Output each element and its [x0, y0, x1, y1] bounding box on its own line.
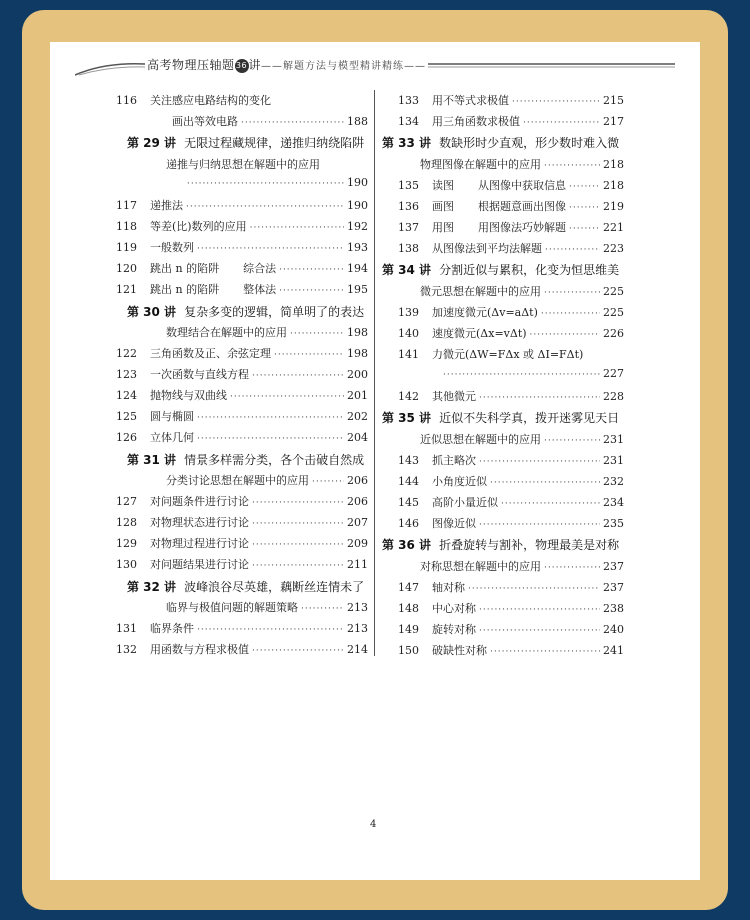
entry-title: 破缺性对称 [432, 644, 487, 657]
header-suffix: 讲 [248, 58, 262, 72]
entry-page: 195 [347, 283, 368, 296]
entry-page: 218 [603, 158, 624, 171]
toc-entry[interactable] [116, 493, 368, 509]
toc-entry[interactable] [116, 197, 368, 213]
toc-entry[interactable] [116, 281, 368, 297]
toc-entry[interactable] [116, 239, 368, 255]
subtitle-text: 近似思想在解题中的应用 [420, 433, 541, 446]
chapter-heading[interactable] [127, 451, 364, 468]
entry-page: 201 [347, 389, 368, 402]
entry-page: 202 [347, 410, 368, 423]
entry-number: 132 [116, 643, 137, 656]
toc-entry[interactable] [116, 514, 368, 530]
entry-number: 126 [116, 431, 137, 444]
entry-page: 190 [347, 199, 368, 212]
chapter-heading[interactable] [382, 261, 619, 278]
leader-dots [443, 370, 600, 380]
chapter-subtitle [166, 599, 368, 615]
entry-number: 130 [116, 558, 137, 571]
entry-title: 等差(比)数列的应用 [150, 220, 247, 233]
entry-title: 用函数与方程求极值 [150, 643, 249, 656]
toc-entry[interactable] [116, 641, 368, 657]
entry-title: 高阶小量近似 [432, 496, 498, 509]
entry-number: 143 [398, 454, 419, 467]
entry-page: 226 [603, 327, 624, 340]
subtitle-text: 微元思想在解题中的应用 [420, 285, 541, 298]
entry-page: 234 [603, 496, 624, 509]
entry-title: 递推法 [150, 199, 183, 212]
entry-number: 133 [398, 94, 419, 107]
chapter-title: 分割近似与累积，化变为恒思维美 [439, 263, 620, 277]
leader-dots [274, 350, 344, 360]
leader-dots [252, 646, 344, 656]
subtitle-text: 对称思想在解题中的应用 [420, 560, 541, 573]
entry-title: 对问题结果进行讨论 [150, 558, 249, 571]
entry-number: 119 [116, 241, 137, 254]
header-title-text: 高考物理压轴题 [147, 58, 235, 72]
leader-dots [569, 182, 600, 192]
toc-entry[interactable] [398, 452, 624, 468]
leader-dots [279, 265, 344, 275]
entry-page: 231 [603, 433, 624, 446]
leader-dots [468, 584, 600, 594]
entry-number: 127 [116, 495, 137, 508]
entry-page: 206 [347, 474, 368, 487]
leader-dots [186, 202, 344, 212]
toc-entry[interactable] [398, 219, 624, 235]
entry-number: 117 [116, 199, 137, 212]
entry-method: 根据题意画出图像 [478, 200, 566, 213]
entry-page: 215 [603, 94, 624, 107]
entry-page: 221 [603, 221, 624, 234]
chapter-subtitle [166, 472, 368, 488]
leader-dots [312, 477, 344, 487]
entry-page: 217 [603, 115, 624, 128]
entry-title: 跳出 n 的陷阱 [150, 283, 220, 296]
entry-number: 144 [398, 475, 419, 488]
leader-dots [252, 371, 344, 381]
leader-dots [279, 286, 344, 296]
entry-title: 画出等效电路 [172, 115, 238, 128]
entry-page: 225 [603, 285, 624, 298]
chapter-title: 无限过程藏规律，递推归纳绕陷阱 [184, 136, 365, 150]
toc-entry[interactable] [398, 240, 624, 256]
entry-page: 235 [603, 517, 624, 530]
entry-page: 228 [603, 390, 624, 403]
entry-page: 225 [603, 306, 624, 319]
entry-number: 124 [116, 389, 137, 402]
entry-title: 用不等式求极值 [432, 94, 509, 107]
chapter-subtitle [420, 283, 624, 299]
leader-dots [301, 604, 344, 614]
entry-page: 193 [347, 241, 368, 254]
toc-entry[interactable] [398, 388, 624, 404]
entry-page: 192 [347, 220, 368, 233]
entry-number: 116 [116, 94, 137, 107]
leader-dots [187, 179, 344, 189]
entry-title: 对问题条件进行讨论 [150, 495, 249, 508]
entry-title: 一次函数与直线方程 [150, 368, 249, 381]
entry-method: 综合法 [243, 262, 277, 275]
chapter-heading[interactable] [127, 303, 364, 320]
chapter-subtitle [420, 156, 624, 172]
toc-entry[interactable] [116, 620, 368, 636]
entry-number: 134 [398, 115, 419, 128]
page-number: 4 [370, 819, 377, 830]
leader-dots [545, 245, 600, 255]
entry-number: 118 [116, 220, 137, 233]
toc-entry[interactable] [398, 515, 624, 531]
leader-dots [252, 540, 344, 550]
entry-number: 142 [398, 390, 419, 403]
entry-title: 旋转对称 [432, 623, 476, 636]
toc-entry[interactable] [398, 177, 624, 193]
leader-dots [544, 288, 600, 298]
entry-page: 231 [603, 454, 624, 467]
entry-number: 123 [116, 368, 137, 381]
leader-dots [479, 457, 600, 467]
entry-page: 198 [347, 326, 368, 339]
entry-page: 194 [347, 262, 368, 275]
leader-dots [197, 625, 344, 635]
chapter-subtitle [420, 558, 624, 574]
leader-dots [252, 498, 344, 508]
entry-title: 画图 [432, 200, 454, 213]
entry-page: 190 [347, 176, 368, 189]
entry-page: 207 [347, 516, 368, 529]
entry-number: 128 [116, 516, 137, 529]
toc-entry[interactable] [116, 366, 368, 382]
entry-number: 148 [398, 602, 419, 615]
leader-dots [569, 224, 600, 234]
toc-entry[interactable] [116, 92, 366, 108]
entry-number: 141 [398, 348, 419, 361]
entry-page: 237 [603, 581, 624, 594]
entry-page: 206 [347, 495, 368, 508]
entry-title: 从图像法到平均法解题 [432, 242, 542, 255]
chapter-subtitle [420, 431, 624, 447]
entry-page: 200 [347, 368, 368, 381]
subtitle-text: 物理图像在解题中的应用 [420, 158, 541, 171]
entry-page: 188 [347, 115, 368, 128]
entry-number: 149 [398, 623, 419, 636]
entry-page: 209 [347, 537, 368, 550]
entry-title: 其他微元 [432, 390, 476, 403]
toc-entry[interactable] [398, 473, 624, 489]
chapter-label: 第 31 讲 [127, 453, 177, 467]
toc-entry[interactable] [398, 304, 624, 320]
entry-number: 135 [398, 179, 419, 192]
toc-entry[interactable] [116, 408, 368, 424]
leader-dots [479, 393, 600, 403]
chapter-title: 近似不失科学真，拨开迷雾见天日 [439, 411, 620, 425]
leader-dots [523, 118, 600, 128]
toc-entry[interactable] [116, 260, 368, 276]
chapter-label: 第 30 讲 [127, 305, 177, 319]
entry-title: 临界条件 [150, 622, 194, 635]
chapter-title: 复杂多变的逻辑，简单明了的表达 [184, 305, 365, 319]
toc-entry[interactable] [398, 92, 624, 108]
entry-page: 213 [347, 601, 368, 614]
entry-page: 204 [347, 431, 368, 444]
entry-title: 中心对称 [432, 602, 476, 615]
entry-method: 用图像法巧妙解题 [478, 221, 566, 234]
toc-entry[interactable] [116, 387, 368, 403]
chapter-heading[interactable] [382, 134, 619, 151]
chapter-title: 情景多样需分类，各个击破自然成 [184, 453, 365, 467]
chapter-label: 第 33 讲 [382, 136, 432, 150]
subtitle-text: 临界与极值问题的解题策略 [166, 601, 298, 614]
leader-dots [250, 223, 344, 233]
leader-dots [569, 203, 600, 213]
entry-number: 137 [398, 221, 419, 234]
toc-entry[interactable] [116, 345, 368, 361]
leader-dots [479, 605, 600, 615]
leader-dots [197, 434, 344, 444]
entry-page: 213 [347, 622, 368, 635]
entry-page: 219 [603, 200, 624, 213]
leader-dots [490, 478, 600, 488]
toc-entry-continued[interactable] [440, 367, 624, 380]
entry-page: 232 [603, 475, 624, 488]
entry-page: 237 [603, 560, 624, 573]
leader-dots [501, 499, 600, 509]
leader-dots [544, 436, 600, 446]
leader-dots [544, 161, 600, 171]
running-header [75, 55, 715, 79]
header-subtitle: ——解题方法与模型精讲精练—— [261, 61, 427, 72]
entry-title: 速度微元(Δx=vΔt) [432, 327, 527, 340]
entry-number: 150 [398, 644, 419, 657]
subtitle-text: 数理结合在解题中的应用 [166, 326, 287, 339]
chapter-label: 第 36 讲 [382, 538, 432, 552]
entry-number: 120 [116, 262, 137, 275]
entry-title: 一般数列 [150, 241, 194, 254]
chapter-subtitle [166, 324, 368, 340]
entry-number: 146 [398, 517, 419, 530]
chapter-heading[interactable] [127, 134, 364, 151]
toc-entry[interactable] [116, 429, 368, 445]
leader-dots [479, 520, 600, 530]
entry-title: 力微元(ΔW=FΔx 或 ΔI=FΔt) [432, 348, 584, 361]
entry-title: 对物理过程进行讨论 [150, 537, 249, 550]
leader-dots [241, 118, 344, 128]
entry-page: 238 [603, 602, 624, 615]
toc-entry[interactable] [116, 535, 368, 551]
leader-dots [197, 413, 344, 423]
chapter-label: 第 29 讲 [127, 136, 177, 150]
toc-entry[interactable] [398, 113, 624, 129]
entry-title: 用三角函数求极值 [432, 115, 520, 128]
entry-page: 241 [603, 644, 624, 657]
chapter-page-line [184, 176, 368, 189]
entry-number: 147 [398, 581, 419, 594]
leader-dots [544, 563, 600, 573]
leader-dots [230, 392, 344, 402]
entry-title: 跳出 n 的陷阱 [150, 262, 220, 275]
entry-number: 140 [398, 327, 419, 340]
toc-entry[interactable] [398, 621, 624, 637]
entry-number: 121 [116, 283, 137, 296]
leader-dots [479, 626, 600, 636]
entry-title: 加速度微元(Δv=aΔt) [432, 306, 538, 319]
toc-entry[interactable] [398, 325, 624, 341]
leader-dots [252, 519, 344, 529]
entry-title: 小角度近似 [432, 475, 487, 488]
entry-number: 125 [116, 410, 137, 423]
toc-entry[interactable] [398, 642, 624, 658]
entry-page: 218 [603, 179, 624, 192]
chapter-title: 数缺形时少直观，形少数时难入微 [439, 136, 620, 150]
entry-number: 138 [398, 242, 419, 255]
chapter-label: 第 32 讲 [127, 580, 177, 594]
chapter-subtitle [166, 156, 366, 172]
entry-number: 129 [116, 537, 137, 550]
subtitle-text: 递推与归纳思想在解题中的应用 [166, 158, 320, 171]
header-number-badge: 36 [235, 59, 249, 73]
toc-entry[interactable] [398, 579, 624, 595]
entry-page: 227 [603, 367, 624, 380]
entry-title: 图像近似 [432, 517, 476, 530]
column-divider [374, 90, 375, 656]
chapter-title: 波峰浪谷尽英雄，藕断丝连情未了 [184, 580, 365, 594]
entry-title: 抓主略次 [432, 454, 476, 467]
entry-page: 240 [603, 623, 624, 636]
entry-title: 圆与椭圆 [150, 410, 194, 423]
toc-entry[interactable] [172, 113, 368, 129]
leader-dots [197, 244, 344, 254]
toc-entry[interactable] [398, 198, 624, 214]
toc-entry[interactable] [116, 218, 368, 234]
entry-page: 198 [347, 347, 368, 360]
entry-number: 131 [116, 622, 137, 635]
leader-dots [490, 647, 600, 657]
entry-number: 145 [398, 496, 419, 509]
entry-number: 136 [398, 200, 419, 213]
subtitle-text: 分类讨论思想在解题中的应用 [166, 474, 309, 487]
leader-dots [512, 97, 600, 107]
entry-title: 三角函数及正、余弦定理 [150, 347, 271, 360]
leader-dots [290, 329, 344, 339]
chapter-heading[interactable] [127, 578, 364, 595]
entry-page: 214 [347, 643, 368, 656]
entry-title: 抛物线与双曲线 [150, 389, 227, 402]
chapter-heading[interactable] [382, 536, 619, 553]
chapter-heading[interactable] [382, 409, 619, 426]
chapter-label: 第 35 讲 [382, 411, 432, 425]
entry-title: 轴对称 [432, 581, 465, 594]
entry-title: 读图 [432, 179, 454, 192]
leader-dots [541, 309, 600, 319]
leader-dots [252, 561, 344, 571]
toc-entry[interactable] [398, 600, 624, 616]
entry-method: 整体法 [243, 283, 277, 296]
entry-title: 立体几何 [150, 431, 194, 444]
toc-entry[interactable] [116, 556, 368, 572]
leader-dots [530, 330, 600, 340]
entry-title: 关注感应电路结构的变化 [150, 94, 271, 107]
entry-method: 从图像中获取信息 [478, 179, 566, 192]
entry-page: 211 [347, 558, 368, 571]
header-title [145, 56, 428, 73]
entry-title: 用图 [432, 221, 454, 234]
toc-entry[interactable] [398, 346, 624, 362]
entry-number: 139 [398, 306, 419, 319]
chapter-title: 折叠旋转与割补，物理最美是对称 [439, 538, 620, 552]
chapter-label: 第 34 讲 [382, 263, 432, 277]
entry-number: 122 [116, 347, 137, 360]
entry-title: 对物理状态进行讨论 [150, 516, 249, 529]
toc-entry[interactable] [398, 494, 624, 510]
entry-page: 223 [603, 242, 624, 255]
